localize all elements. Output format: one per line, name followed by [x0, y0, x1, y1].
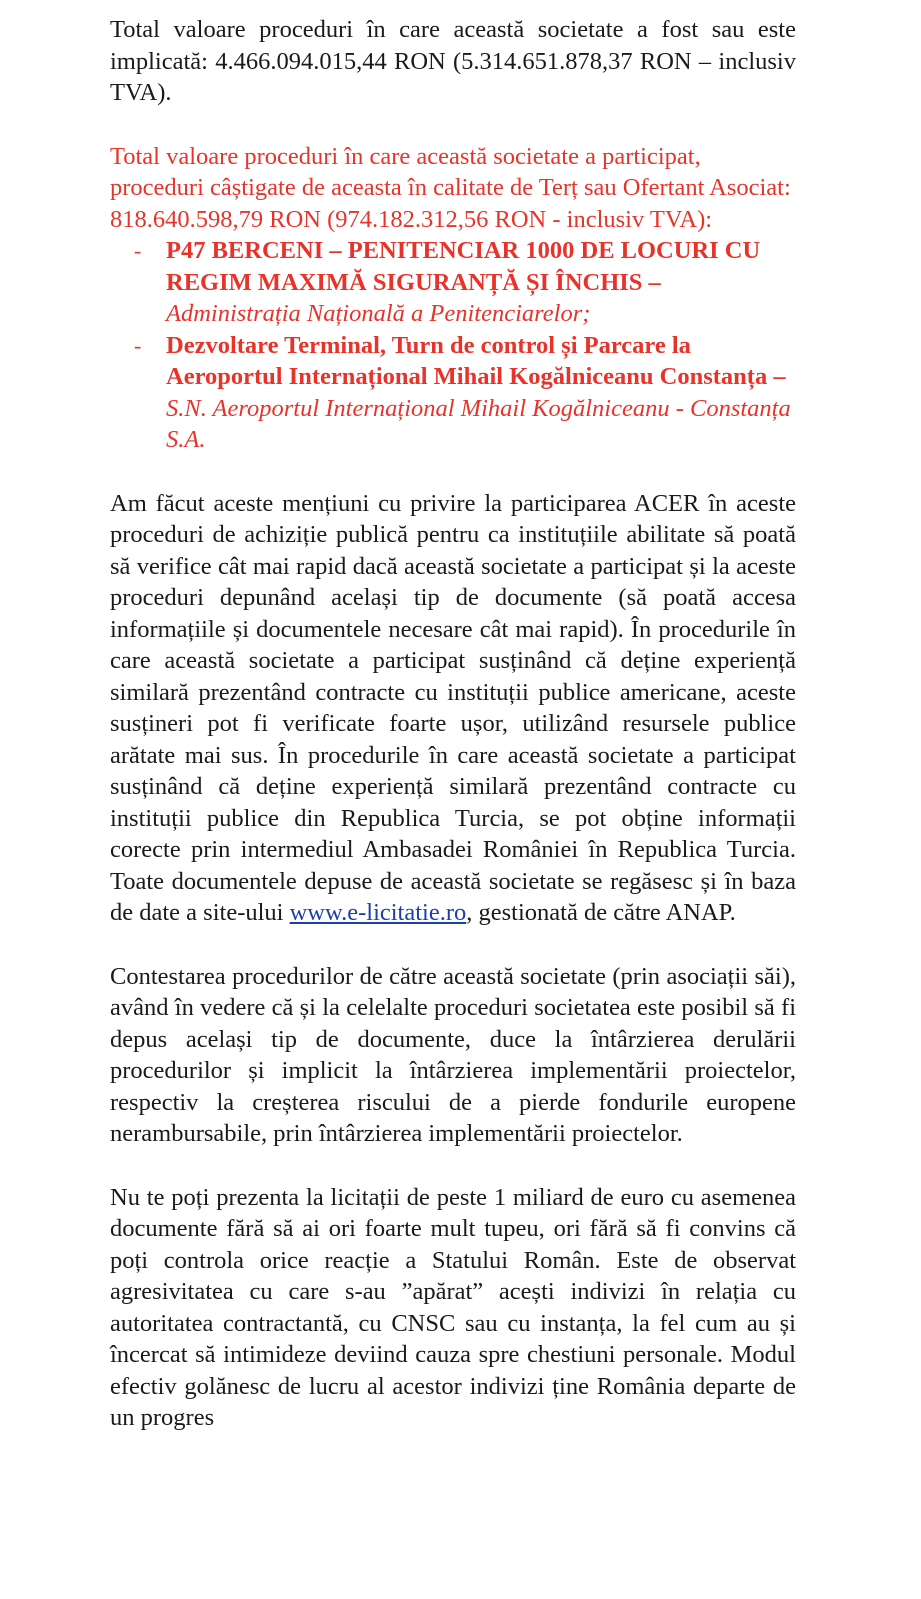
spacer: [110, 456, 796, 488]
procedure-title: Dezvoltare Terminal, Turn de control și Parcare la Aeroportul Internațional Mihail Kogălniceanu Constanța –: [166, 331, 786, 390]
paragraph-total-implicated: Total valoare proceduri în care această societate a fost sau este implicată: 4.466.094.015,44 RON (5.314.651.878,37 RON – inclusiv TVA).: [110, 16, 796, 106]
paragraph-text: , gestionată de către ANAP.: [466, 899, 736, 926]
paragraph-total-participated: Total valoare proceduri în care această societate a participat, proceduri câștigate de aceasta în calitate de Terț sau Ofertant Asociat: 818.640.598,79 RON (974.182.312,56 RON - inclusiv TVA):: [110, 142, 791, 233]
spacer: [110, 929, 796, 961]
e-licitatie-link[interactable]: www.e-licitatie.ro: [289, 899, 467, 926]
paragraph-tender-conduct: Nu te poți prezenta la licitații de peste 1 miliard de euro cu asemenea documente fără să ai ori foarte mult tupeu, ori fără să fi convins că poți controla orice reacție a Statului Român. Este de observat agresivitatea cu care s-au ”apărat” acești indivizi în relația cu autoritatea contractantă, cu CNSC sau cu instanța, la fel cum au și încercat să intimideze deviind cauza spre chestiuni personale. Modul efectiv golănesc de lucru al acestor indivizi ține România departe de un progres: [110, 1183, 796, 1431]
list-item-p47-berceni: [110, 235, 796, 330]
page-cut-overlay: [0, 1565, 921, 1599]
paragraph-acer-mentions: [110, 488, 796, 929]
document-body: [110, 14, 796, 1434]
procedure-authority: S.N. Aeroportul Internațional Mihail Kogălniceanu - Constanța S.A.: [166, 394, 791, 453]
procedures-list: [110, 235, 796, 456]
procedure-authority: Administrația Națională a Penitenciarelor;: [166, 300, 591, 327]
list-dash: -: [134, 238, 142, 263]
list-item-terminal-constanta: [110, 330, 796, 456]
spacer: [110, 109, 796, 141]
paragraph-contestation: Contestarea procedurilor de către această societate (prin asociații săi), având în vedere că și la celelalte proceduri societatea este posibil să fi depus același tip de documente, duce la întârzierea derulării procedurilor și implicit la întârzierea implementării proiectelor, respectiv la creșterea riscului de a pierde fondurile europene nerambursabile, prin întârzierea implementării proiectelor.: [110, 962, 796, 1147]
spacer: [110, 1150, 796, 1182]
paragraph-text: Am făcut aceste mențiuni cu privire la participarea ACER în aceste proceduri de achiziție publică pentru ca instituțiile abilitate să poată să verifice cât mai rapid dacă această societate a participat și la aceste proceduri depunând același tip de documente (să poată accesa informațiile și documentele necesare cât mai rapid). În procedurile în care această societate a participat susținând că deține experiență similară prezentând contracte cu instituții publice americane, aceste susțineri pot fi verificate foarte ușor, utilizând resursele publice arătate mai sus. În procedurile în care această societate a participat susținând că deține experiență similară prezentând contracte cu instituții publice din Republica Turcia, se pot obține informații corecte prin intermediul Ambasadei României în Republica Turcia. Toate documentele depuse de această societate se regăsesc și în baza de date a site-ului: [110, 489, 796, 926]
list-dash: -: [134, 332, 142, 358]
procedure-title: P47 BERCENI – PENITENCIAR 1000 DE LOCURI CU REGIM MAXIMĂ SIGURANȚĂ ȘI ÎNCHIS –: [166, 237, 761, 296]
